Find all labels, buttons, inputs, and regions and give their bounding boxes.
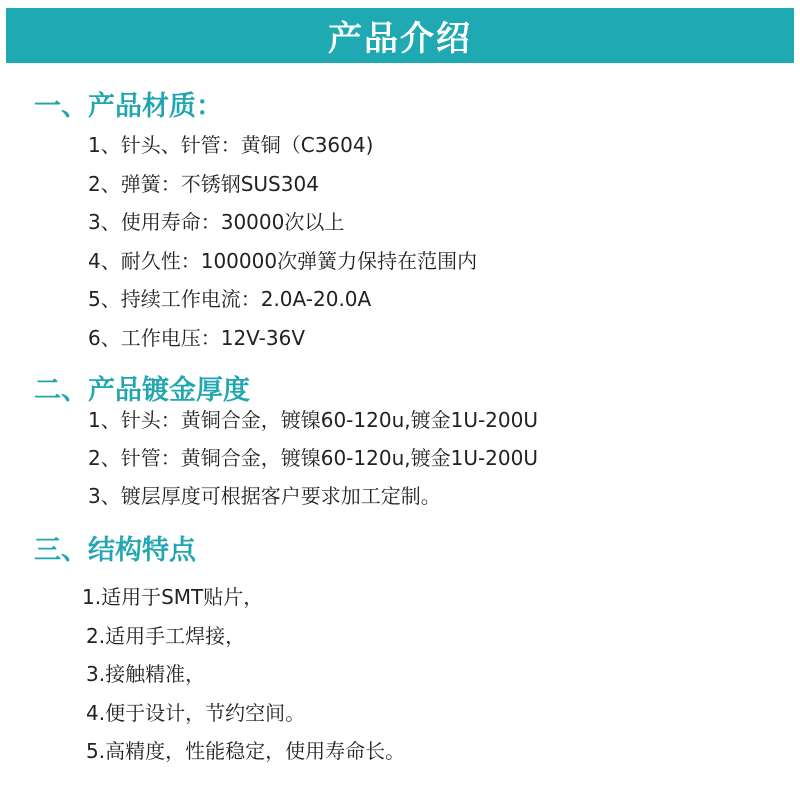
list-item: 1.适用于SMT贴片， <box>82 585 264 609</box>
list-item: 4.便于设计，节约空间。 <box>86 701 306 725</box>
list-item: 5.高精度，性能稳定，使用寿命长。 <box>86 739 406 763</box>
section-heading-plating: 二、产品镀金厚度 <box>34 375 250 406</box>
list-item: 1、针头、针管：黄铜（C3604) <box>88 133 374 157</box>
list-item: 3.接触精准， <box>86 662 206 686</box>
list-item: 6、工作电压：12V-36V <box>88 326 306 350</box>
list-item: 1、针头：黄铜合金，镀镍60-120u,镀金1U-200U <box>88 408 538 432</box>
title-banner <box>6 8 794 63</box>
page-title: 产品介绍 <box>328 19 472 59</box>
list-item: 2、针管：黄铜合金，镀镍60-120u,镀金1U-200U <box>88 446 538 470</box>
section-heading-materials: 一、产品材质： <box>34 91 223 122</box>
list-item: 3、镀层厚度可根据客户要求加工定制。 <box>88 484 441 508</box>
list-item: 3、使用寿命：30000次以上 <box>88 210 345 234</box>
list-item: 2、弹簧：不锈钢SUS304 <box>88 172 319 196</box>
list-item: 4、耐久性：100000次弹簧力保持在范围内 <box>88 249 478 273</box>
list-item: 5、持续工作电流：2.0A-20.0A <box>88 287 372 311</box>
section-heading-structure: 三、结构特点 <box>34 535 196 566</box>
list-item: 2.适用手工焊接， <box>86 624 246 648</box>
